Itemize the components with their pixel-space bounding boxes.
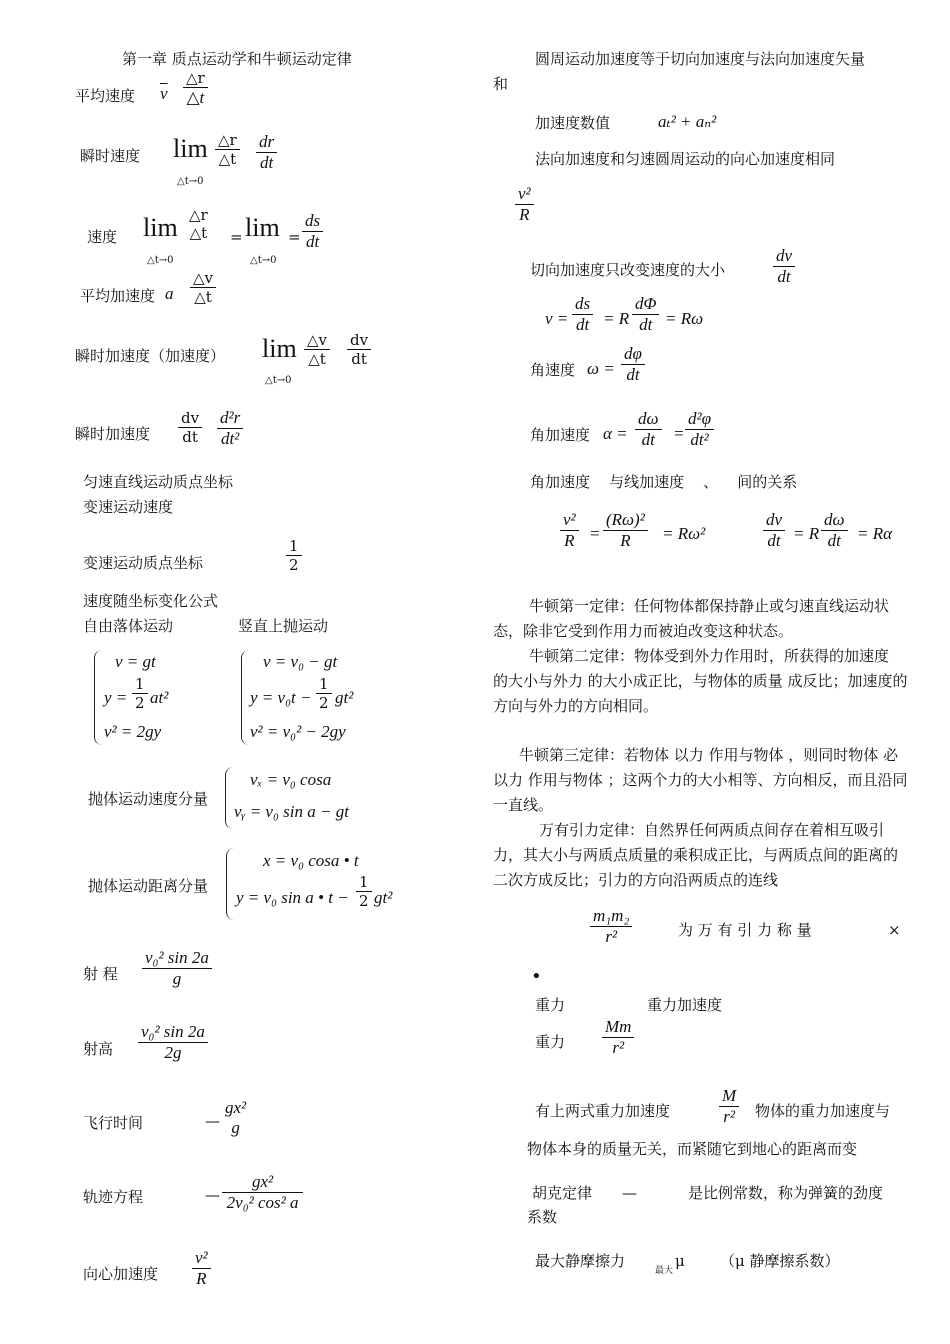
inst-accel2-frac2: $\frac{\text{d²r}}{\text{dt²}}$ (217, 408, 243, 449)
variable-coord-label: 变速运动质点坐标 (83, 554, 204, 572)
avg-accel-fraction: $\frac{\triangle v}{\triangle t}$ (190, 270, 216, 306)
inst-accel1-frac1: $\frac{\triangle v}{\triangle t}$ (304, 332, 330, 368)
proj-velocity-eq1: vₓ = v₀ cosa (250, 770, 332, 789)
proj-distance-eq2-pre: y = v₀ sin a • t − (236, 888, 349, 907)
vertical-throw-brace (241, 650, 250, 745)
trajectory-dash: — (205, 1186, 220, 1204)
ang-accel-label: 角加速度 (530, 426, 591, 444)
avg-velocity-symbol: $\overline{v}$ (160, 84, 168, 103)
speed-lim2-sub: △t→0 (250, 255, 277, 266)
trajectory-frac: $\frac{\text{gx²}}{\text{2v₀² cos² a}}$ (222, 1172, 303, 1213)
rel-eq2-post: = Rα (857, 524, 893, 543)
gravity2-label: 重力 (535, 1033, 566, 1051)
gravitation-frac: $\frac{\text{m₁m₂}}{\text{r²}}$ (590, 906, 632, 947)
ang-accel-mid: = (673, 424, 685, 443)
tangential-frac: $\frac{dv}{dt}$ (773, 246, 795, 287)
free-fall-brace (94, 650, 103, 745)
inst-velocity-lim-sub: △t→0 (177, 176, 204, 187)
ang-velocity-frac: $\frac{d\varphi}{dt}$ (621, 344, 645, 385)
v-eq-post: = Rω (665, 309, 704, 328)
friction-note: （μ 静摩擦系数） (720, 1252, 840, 1270)
normal-accel-frac: $\frac{\text{v²}}{R}$ (515, 184, 534, 225)
flight-time-label: 飞行时间 (83, 1114, 144, 1132)
proj-velocity-eq2: vᵧ = v₀ sin a − gt (234, 802, 349, 821)
inst-velocity-frac2: $\frac{dr}{dt}$ (256, 132, 277, 173)
vertical-throw-eq1: v = v₀ − gt (263, 652, 338, 671)
inst-accel1-label: 瞬时加速度（加速度） (75, 347, 226, 365)
vertical-throw-label: 竖直上抛运动 (238, 617, 329, 635)
newton-second-law: 牛顿第二定律：物体受到外力作用时，所获得的加速度 的大小与外力 的大小成正比，与物体的质量 成反比；加速度的方向与外力的方向相同。 (493, 647, 908, 715)
v-eq-frac1: $\frac{ds}{dt}$ (572, 294, 593, 335)
variable-coord-frac: $\frac{1}{2}$ (286, 538, 302, 574)
avg-velocity-fraction: $\frac{\triangle r}{\triangle t}$ (183, 70, 208, 109)
rel-eq2-mid: = R (793, 524, 820, 543)
gravity-label: 重力 (535, 996, 566, 1014)
ang-accel-frac2: $\frac{\text{d²φ}}{\text{dt²}}$ (685, 409, 714, 450)
proj-distance-eq1: x = v₀ cosa • t (263, 851, 359, 870)
rel-eq2-frac2: $\frac{d\omega}{dt}$ (821, 510, 848, 551)
grav-accel-line2: 物体本身的质量无关，而紧随它到地心的距离而变 (527, 1140, 858, 1158)
speed-eq1: = (230, 228, 243, 246)
speed-frac1: △r △t (189, 206, 208, 243)
chapter-title: 第一章 质点运动学和牛顿运动定律 (122, 50, 352, 68)
proj-distance-eq2-frac: $\frac{1}{2}$ (356, 874, 372, 910)
hooke-dash: — (622, 1184, 637, 1202)
free-fall-eq2-frac: $\frac{1}{2}$ (132, 676, 148, 712)
speed-lim-sub: △t→0 (147, 255, 174, 266)
inst-accel1-lim-sub: △t→0 (265, 375, 292, 386)
grav-accel-post: 物体的重力加速度与 (755, 1102, 891, 1120)
speed-label: 速度 (87, 228, 118, 246)
proj-distance-brace (226, 848, 234, 920)
friction-label: 最大静摩擦力 (535, 1252, 626, 1270)
gravitation-constant-text: 为 万 有 引 力 称 量 (678, 921, 812, 939)
vertical-throw-eq3: v² = v₀² − 2gy (250, 722, 346, 741)
inst-accel2-frac1: $\frac{dv}{dt}$ (178, 410, 202, 446)
centripetal-label: 向心加速度 (83, 1265, 159, 1283)
right-column (475, 0, 950, 1344)
rel-eq1-eq: = (589, 524, 601, 543)
hooke-line2: 系数 (527, 1208, 558, 1226)
relation-label: 角加速度 与线加速度 、 间的关系 (530, 473, 798, 491)
v-eq-frac2: $\frac{d\Phi}{dt}$ (632, 294, 659, 335)
speed-lim2: lim (245, 213, 280, 242)
range-label: 射 程 (83, 965, 118, 983)
rel-eq1-frac1: $\frac{\text{v²}}{R}$ (560, 510, 579, 551)
vertical-throw-eq2-post: gt² (335, 688, 354, 707)
speed-frac2: $\frac{ds}{dt}$ (302, 211, 323, 252)
hooke-label: 胡克定律 (532, 1184, 593, 1202)
gravity-accel-label: 重力加速度 (647, 996, 723, 1014)
free-fall-eq1: v = gt (115, 652, 156, 671)
ang-velocity-pre: ω = (587, 359, 615, 378)
ang-velocity-label: 角速度 (530, 361, 576, 379)
free-fall-eq3: v² = 2gy (104, 722, 162, 741)
v-eq-mid: = R (603, 309, 630, 328)
avg-accel-symbol: a (165, 284, 174, 303)
grav-accel-pre: 有上两式重力加速度 (535, 1102, 671, 1120)
newton-first-law: 牛顿第一定律：任何物体都保持静止或匀速直线运动状态，除非它受到作用力而被迫改变这种状态。 (493, 597, 890, 640)
friction-sub: 最大 (655, 1266, 674, 1276)
proj-velocity-label: 抛体运动速度分量 (88, 790, 209, 808)
centripetal-frac: $\frac{\text{v²}}{R}$ (192, 1248, 211, 1289)
inst-velocity-lim: lim (173, 134, 208, 163)
circular-line1: 圆周运动加速度等于切向加速度与法向加速度矢量 (535, 50, 866, 68)
newton-third-law: 牛顿第三定律：若物体 以力 作用与物体 ，则同时物体 必以力 作用与物体 ；这两个力的大小相等、方向相反，而且沿同一直线。 (493, 746, 908, 814)
proj-velocity-brace (225, 767, 233, 829)
flight-time-frac: gx² g (225, 1098, 247, 1137)
gravitation-law: 万有引力定律：自然界任何两质点间存在着相互吸引力，其大小与两质点质量的乘积成正比，与两质点间的距离的二次方成反比；引力的方向沿两质点的连线 (493, 821, 899, 889)
range-frac: $\frac{\text{v₀² sin 2a}}{g}$ (142, 948, 212, 989)
inst-velocity-frac1: $\frac{\triangle r}{\triangle t}$ (215, 132, 240, 168)
vertical-throw-eq2-pre: y = v₀t − (250, 688, 312, 707)
free-fall-eq2-post: at² (150, 688, 169, 707)
rel-eq1-frac2: $\frac{\text{(Rω)²}}{R}$ (603, 510, 648, 551)
friction-mu: μ (675, 1252, 685, 1270)
hooke-post: 是比例常数，称为弹簧的劲度 (688, 1184, 884, 1202)
avg-accel-label: 平均加速度 (80, 287, 156, 305)
times-symbol: × (888, 921, 901, 939)
height-frac: $\frac{\text{v₀² sin 2a}}{2g}$ (138, 1022, 208, 1063)
free-fall-label: 自由落体运动 (83, 617, 174, 635)
inst-accel1-lim: lim (262, 334, 297, 363)
ang-accel-frac1: $\frac{d\omega}{dt}$ (635, 409, 662, 450)
uniform-line-label: 匀速直线运动质点坐标 (83, 473, 234, 491)
gravity2-frac: $\frac{Mm}{\text{r²}}$ (602, 1017, 634, 1058)
normal-accel-text: 法向加速度和匀速圆周运动的向心加速度相同 (535, 150, 836, 168)
accel-value-expr: aₜ² + aₙ² (658, 112, 717, 131)
tangential-label: 切向加速度只改变速度的大小 (530, 261, 726, 279)
v-eq-pre: v = (545, 309, 569, 328)
avg-velocity-label: 平均速度 (75, 87, 136, 105)
inst-accel1-frac2: $\frac{dv}{dt}$ (347, 332, 371, 368)
ang-accel-pre: α = (603, 424, 628, 443)
bullet: • (531, 966, 542, 987)
speed-lim: lim (143, 213, 178, 242)
rel-eq1-post: = Rω² (662, 524, 706, 543)
proj-distance-eq2-post: gt² (374, 888, 393, 907)
proj-distance-label: 抛体运动距离分量 (88, 877, 209, 895)
height-label: 射高 (83, 1040, 114, 1058)
trajectory-label: 轨迹方程 (83, 1188, 144, 1206)
inst-accel2-label: 瞬时加速度 (75, 425, 151, 443)
grav-accel-frac: $\frac{M}{\text{r²}}$ (719, 1086, 739, 1127)
flight-time-dash: — (205, 1112, 220, 1130)
rel-eq2-frac1: $\frac{dv}{dt}$ (763, 510, 785, 551)
speed-coord-label: 速度随坐标变化公式 (83, 592, 219, 610)
speed-eq2: = (288, 228, 301, 246)
variable-speed-label: 变速运动速度 (83, 498, 174, 516)
accel-value-label: 加速度数值 (535, 114, 611, 132)
inst-velocity-label: 瞬时速度 (80, 147, 141, 165)
circular-line2: 和 (493, 75, 509, 93)
vertical-throw-eq2-frac: $\frac{1}{2}$ (316, 676, 332, 712)
free-fall-eq2-pre: y = (104, 688, 128, 707)
